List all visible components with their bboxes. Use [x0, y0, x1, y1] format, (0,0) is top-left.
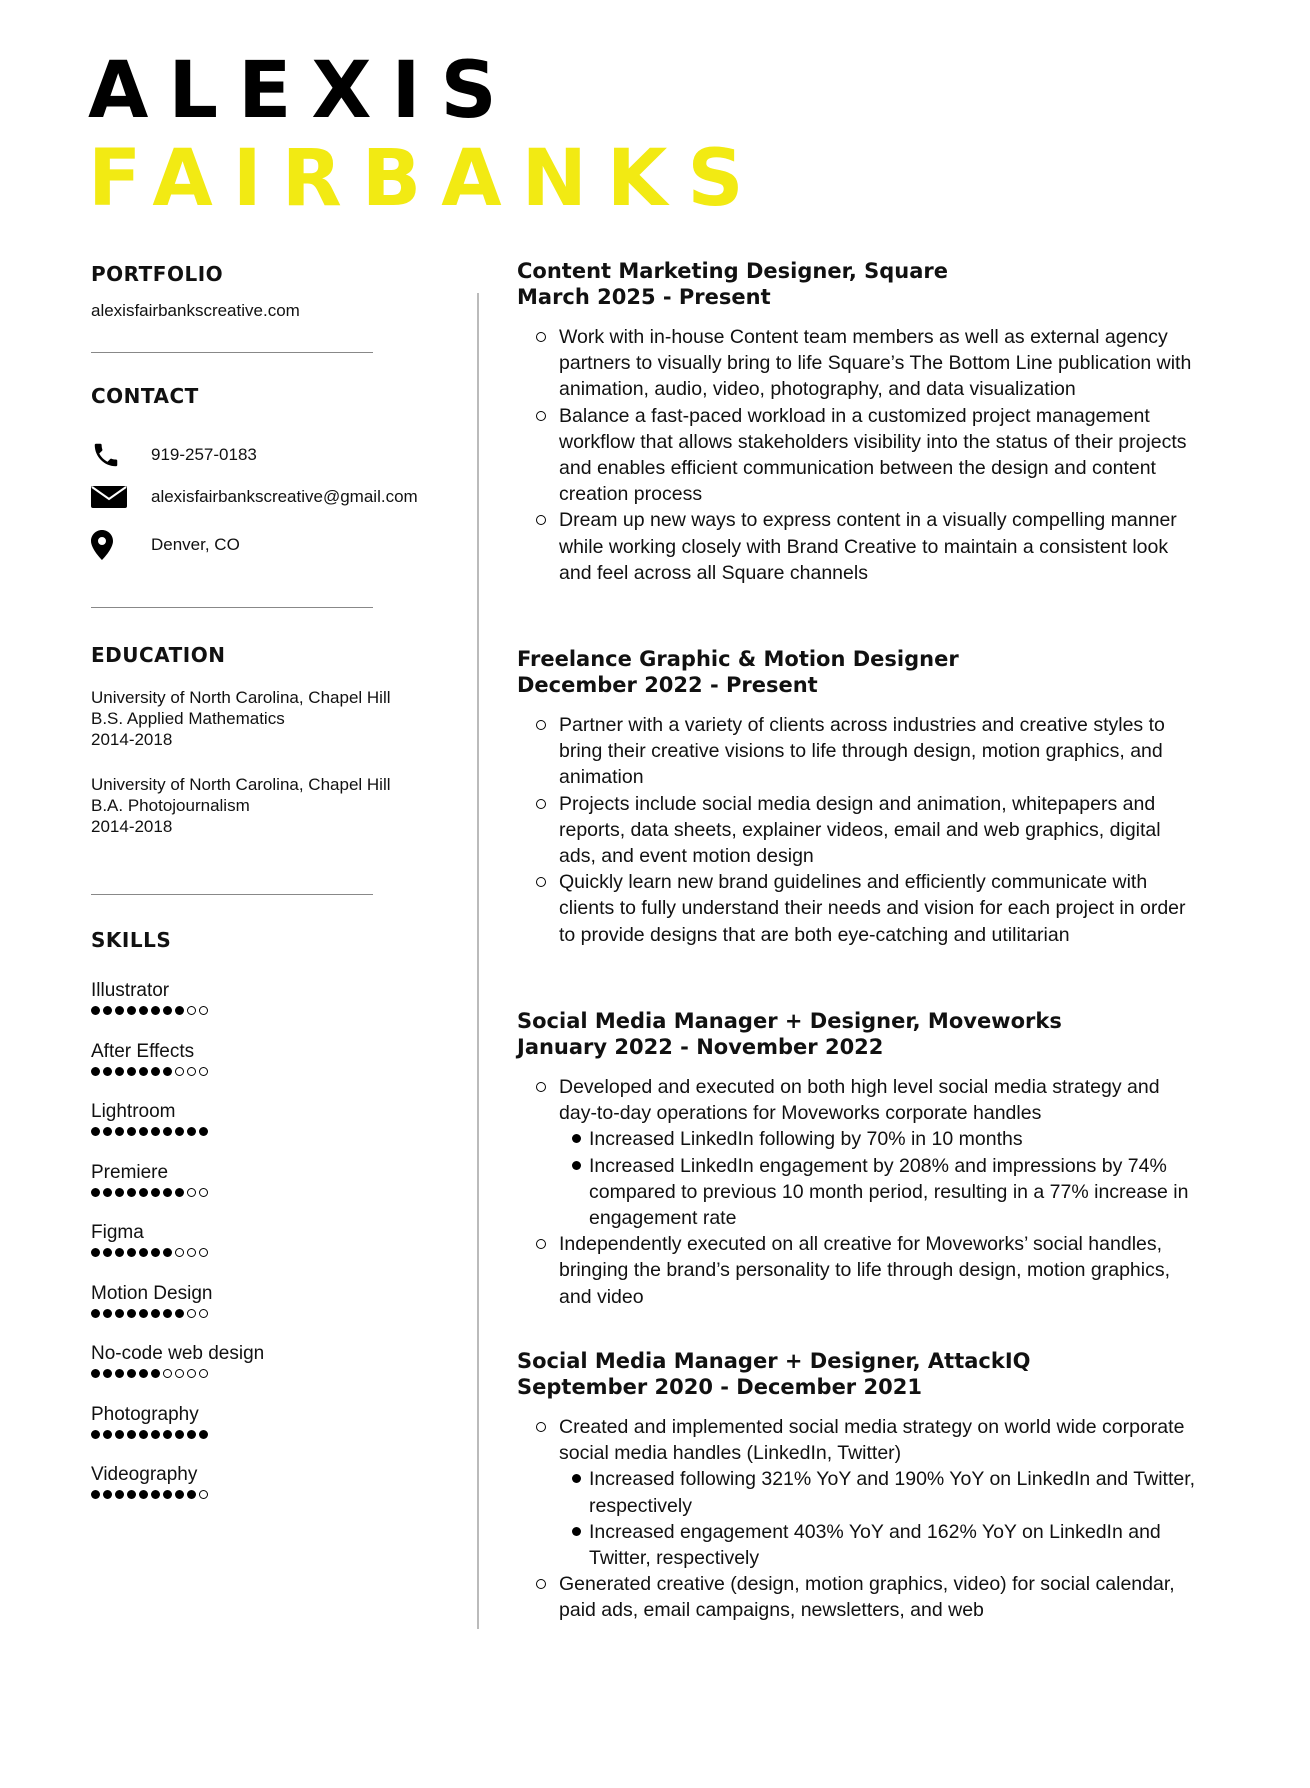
rating-dot-filled — [163, 1127, 172, 1136]
sub-bullet-item: Increased following 321% YoY and 190% YoY on LinkedIn and Twitter, respectively — [517, 1466, 1197, 1518]
job-bullets — [517, 1074, 1197, 1310]
rating-dot-filled — [127, 1006, 136, 1015]
rating-dot-filled — [127, 1067, 136, 1076]
rating-dot-filled — [115, 1369, 124, 1378]
rating-dot-filled — [103, 1309, 112, 1318]
rating-dot-filled — [115, 1309, 124, 1318]
skill-item — [91, 1283, 212, 1318]
rating-dot-filled — [91, 1006, 100, 1015]
job-bullets — [517, 712, 1197, 948]
rating-dot-filled — [151, 1188, 160, 1197]
rating-dot-filled — [199, 1127, 208, 1136]
rating-dot-filled — [127, 1490, 136, 1499]
rating-dot-filled — [91, 1248, 100, 1257]
skill-rating — [91, 1188, 208, 1197]
rating-dot-filled — [103, 1067, 112, 1076]
education-years: 2014-2018 — [91, 817, 173, 836]
rating-dot-filled — [115, 1490, 124, 1499]
rating-dot-filled — [127, 1309, 136, 1318]
education-degree: B.A. Photojournalism — [91, 796, 250, 815]
bullet-item — [517, 1231, 1197, 1310]
job-dates: December 2022 - Present — [517, 673, 818, 697]
skill-rating — [91, 1309, 212, 1318]
rating-dot-filled — [103, 1369, 112, 1378]
contact-phone[interactable]: 919-257-0183 — [151, 445, 257, 464]
portfolio-heading: PORTFOLIO — [91, 262, 224, 286]
job-entry — [517, 1008, 1197, 1310]
rating-dot-filled — [175, 1127, 184, 1136]
rating-dot-empty — [175, 1369, 184, 1378]
rating-dot-filled — [91, 1067, 100, 1076]
rating-dot-filled — [103, 1006, 112, 1015]
rating-dot-filled — [115, 1006, 124, 1015]
rating-dot-filled — [163, 1006, 172, 1015]
skill-name: Figma — [91, 1222, 144, 1243]
job-dates: September 2020 - December 2021 — [517, 1375, 922, 1399]
rating-dot-filled — [115, 1067, 124, 1076]
skill-item — [91, 1343, 264, 1378]
skill-item — [91, 1464, 208, 1499]
divider — [91, 607, 373, 608]
sub-bullet-group — [517, 1466, 1197, 1571]
skill-item — [91, 1222, 208, 1257]
job-dates: March 2025 - Present — [517, 285, 771, 309]
bullet-item — [517, 791, 1197, 870]
skill-item — [91, 1162, 208, 1197]
contact-location-row — [91, 530, 240, 560]
bullet-text: Projects include social media design and animation, whitepapers and reports, data sheets, explainer videos, email and web graphics, digital ads, and event motion design — [559, 792, 1161, 868]
rating-dot-empty — [199, 1490, 208, 1499]
job-dates: January 2022 - November 2022 — [517, 1035, 884, 1059]
rating-dot-filled — [151, 1248, 160, 1257]
bullet-item — [517, 1074, 1197, 1126]
rating-dot-filled — [151, 1309, 160, 1318]
rating-dot-filled — [91, 1430, 100, 1439]
mail-icon — [91, 482, 129, 512]
name-last: FAIRBANKS — [88, 134, 764, 224]
education-heading: EDUCATION — [91, 643, 226, 667]
sub-bullets — [517, 1126, 1197, 1231]
rating-dot-empty — [187, 1369, 196, 1378]
job-bullets — [517, 1414, 1197, 1624]
rating-dot-filled — [163, 1067, 172, 1076]
job-title: Content Marketing Designer, Square — [517, 259, 949, 283]
rating-dot-empty — [187, 1006, 196, 1015]
phone-icon — [91, 440, 129, 470]
education-entry — [91, 687, 431, 750]
rating-dot-empty — [187, 1188, 196, 1197]
bullet-text: Independently executed on all creative for Moveworks’ social handles, bringing the brand’s personality to life through design, motion graphics, and video — [559, 1233, 1171, 1308]
skill-name: Videography — [91, 1464, 198, 1485]
contact-heading: CONTACT — [91, 384, 199, 408]
map-pin-icon — [91, 530, 129, 560]
rating-dot-filled — [163, 1490, 172, 1499]
rating-dot-filled — [163, 1248, 172, 1257]
contact-email-row — [91, 482, 418, 512]
skill-name: Illustrator — [91, 980, 170, 1001]
rating-dot-filled — [127, 1430, 136, 1439]
skill-name: Premiere — [91, 1161, 169, 1183]
rating-dot-filled — [151, 1006, 160, 1015]
skill-name: Motion Design — [91, 1282, 213, 1304]
rating-dot-filled — [175, 1490, 184, 1499]
bullet-item — [517, 712, 1197, 791]
rating-dot-filled — [103, 1188, 112, 1197]
rating-dot-empty — [199, 1067, 208, 1076]
divider — [91, 894, 373, 895]
rating-dot-filled — [139, 1490, 148, 1499]
job-entry — [517, 258, 1197, 586]
rating-dot-filled — [139, 1006, 148, 1015]
bullet-text: Dream up new ways to express content in a visually compelling manner while working closely with Brand Creative to maintain a consistent look and feel across all Square channels — [559, 509, 1177, 584]
job-entry — [517, 646, 1197, 948]
bullet-text: Quickly learn new brand guidelines and efficiently communicate with clients to fully understand their needs and vision for each project in order to provide designs that are both eye-catching and utilitarian — [559, 871, 1186, 946]
bullet-item — [517, 869, 1197, 948]
rating-dot-empty — [187, 1248, 196, 1257]
bullet-item — [517, 1571, 1197, 1623]
rating-dot-filled — [127, 1127, 136, 1136]
rating-dot-filled — [103, 1430, 112, 1439]
skill-rating — [91, 1490, 208, 1499]
rating-dot-filled — [115, 1188, 124, 1197]
rating-dot-empty — [199, 1188, 208, 1197]
rating-dot-filled — [115, 1430, 124, 1439]
rating-dot-filled — [139, 1369, 148, 1378]
rating-dot-filled — [91, 1369, 100, 1378]
skill-rating — [91, 1067, 208, 1076]
education-years: 2014-2018 — [91, 730, 173, 749]
rating-dot-filled — [163, 1188, 172, 1197]
rating-dot-filled — [139, 1309, 148, 1318]
rating-dot-filled — [151, 1490, 160, 1499]
skill-item — [91, 1404, 208, 1439]
skill-rating — [91, 1127, 208, 1136]
rating-dot-empty — [163, 1369, 172, 1378]
sub-bullet-item: Increased LinkedIn following by 70% in 10 months — [517, 1126, 1197, 1152]
bullet-text: Balance a fast-paced workload in a customized project management workflow that allows stakeholders visibility into the status of their projects and enables efficient communication between the design and content creation process — [559, 404, 1187, 506]
portfolio-url[interactable]: alexisfairbankscreative.com — [91, 301, 300, 320]
rating-dot-empty — [175, 1248, 184, 1257]
skill-name: After Effects — [91, 1040, 195, 1062]
bullet-text: Created and implemented social media strategy on world wide corporate social media handles (LinkedIn, Twitter) — [559, 1416, 1185, 1465]
rating-dot-filled — [151, 1369, 160, 1378]
bullet-item — [517, 1414, 1197, 1466]
rating-dot-filled — [91, 1188, 100, 1197]
rating-dot-filled — [115, 1127, 124, 1136]
rating-dot-filled — [115, 1248, 124, 1257]
rating-dot-filled — [91, 1490, 100, 1499]
job-bullets — [517, 324, 1197, 586]
bullet-text: Partner with a variety of clients across industries and creative styles to bring their creative visions to life through design, motion graphics, and animation — [559, 714, 1165, 789]
contact-section — [91, 384, 431, 564]
bullet-item — [517, 324, 1197, 403]
rating-dot-empty — [175, 1067, 184, 1076]
bullet-item — [517, 403, 1197, 508]
education-entry — [91, 774, 431, 837]
rating-dot-filled — [103, 1490, 112, 1499]
skills-section — [91, 928, 391, 1788]
rating-dot-filled — [127, 1369, 136, 1378]
contact-email[interactable]: alexisfairbankscreative@gmail.com — [151, 487, 418, 506]
education-school: University of North Carolina, Chapel Hill — [91, 775, 391, 794]
contact-phone-row — [91, 440, 257, 470]
rating-dot-filled — [187, 1490, 196, 1499]
rating-dot-filled — [91, 1127, 100, 1136]
rating-dot-empty — [199, 1309, 208, 1318]
bullet-item — [517, 507, 1197, 586]
skill-rating — [91, 1006, 208, 1015]
job-title: Freelance Graphic & Motion Designer — [517, 647, 959, 671]
rating-dot-filled — [199, 1430, 208, 1439]
skill-rating — [91, 1430, 208, 1439]
education-section — [91, 643, 431, 837]
rating-dot-filled — [175, 1006, 184, 1015]
rating-dot-empty — [199, 1369, 208, 1378]
skill-item — [91, 1101, 208, 1136]
rating-dot-filled — [91, 1309, 100, 1318]
rating-dot-filled — [139, 1188, 148, 1197]
education-school: University of North Carolina, Chapel Hill — [91, 688, 391, 707]
sub-bullets — [517, 1466, 1197, 1571]
rating-dot-filled — [175, 1309, 184, 1318]
rating-dot-empty — [187, 1067, 196, 1076]
portfolio-section — [91, 262, 300, 322]
rating-dot-filled — [151, 1067, 160, 1076]
education-degree: B.S. Applied Mathematics — [91, 709, 285, 728]
rating-dot-filled — [163, 1430, 172, 1439]
skill-rating — [91, 1369, 264, 1378]
job-title: Social Media Manager + Designer, Moveworks — [517, 1009, 1062, 1033]
skill-name: No-code web design — [91, 1343, 265, 1364]
skills-heading: SKILLS — [91, 928, 172, 952]
rating-dot-empty — [187, 1309, 196, 1318]
rating-dot-filled — [151, 1430, 160, 1439]
sub-bullet-item: Increased LinkedIn engagement by 208% and impressions by 74% compared to previous 10 month period, resulting in a 77% increase in engagement rate — [517, 1153, 1197, 1232]
job-title: Social Media Manager + Designer, AttackIQ — [517, 1349, 1031, 1373]
bullet-text: Generated creative (design, motion graphics, video) for social calendar, paid ads, email campaigns, newsletters, and web — [559, 1573, 1175, 1622]
name-first: ALEXIS — [88, 46, 517, 136]
rating-dot-filled — [127, 1188, 136, 1197]
rating-dot-empty — [199, 1006, 208, 1015]
rating-dot-filled — [103, 1248, 112, 1257]
bullet-text: Work with in-house Content team members as well as external agency partners to visually bring to life Square’s The Bottom Line publication with animation, audio, video, photography, and data visualization — [559, 326, 1192, 401]
rating-dot-filled — [139, 1248, 148, 1257]
skill-name: Photography — [91, 1403, 199, 1425]
column-divider — [477, 293, 479, 1629]
rating-dot-filled — [175, 1430, 184, 1439]
rating-dot-filled — [127, 1248, 136, 1257]
rating-dot-filled — [139, 1430, 148, 1439]
rating-dot-filled — [151, 1127, 160, 1136]
bullet-text: Developed and executed on both high level social media strategy and day-to-day operations for Moveworks corporate handles — [559, 1076, 1160, 1125]
rating-dot-filled — [139, 1127, 148, 1136]
skill-item — [91, 980, 208, 1015]
rating-dot-filled — [139, 1067, 148, 1076]
skill-item — [91, 1041, 208, 1076]
sub-bullet-item: Increased engagement 403% YoY and 162% YoY on LinkedIn and Twitter, respectively — [517, 1519, 1197, 1571]
rating-dot-filled — [175, 1188, 184, 1197]
rating-dot-filled — [187, 1127, 196, 1136]
rating-dot-empty — [199, 1248, 208, 1257]
rating-dot-filled — [187, 1430, 196, 1439]
sub-bullet-group — [517, 1126, 1197, 1231]
divider — [91, 352, 373, 353]
skill-name: Lightroom — [91, 1101, 176, 1122]
rating-dot-filled — [163, 1309, 172, 1318]
contact-location: Denver, CO — [151, 535, 240, 554]
job-entry — [517, 1348, 1197, 1624]
rating-dot-filled — [103, 1127, 112, 1136]
skill-rating — [91, 1248, 208, 1257]
